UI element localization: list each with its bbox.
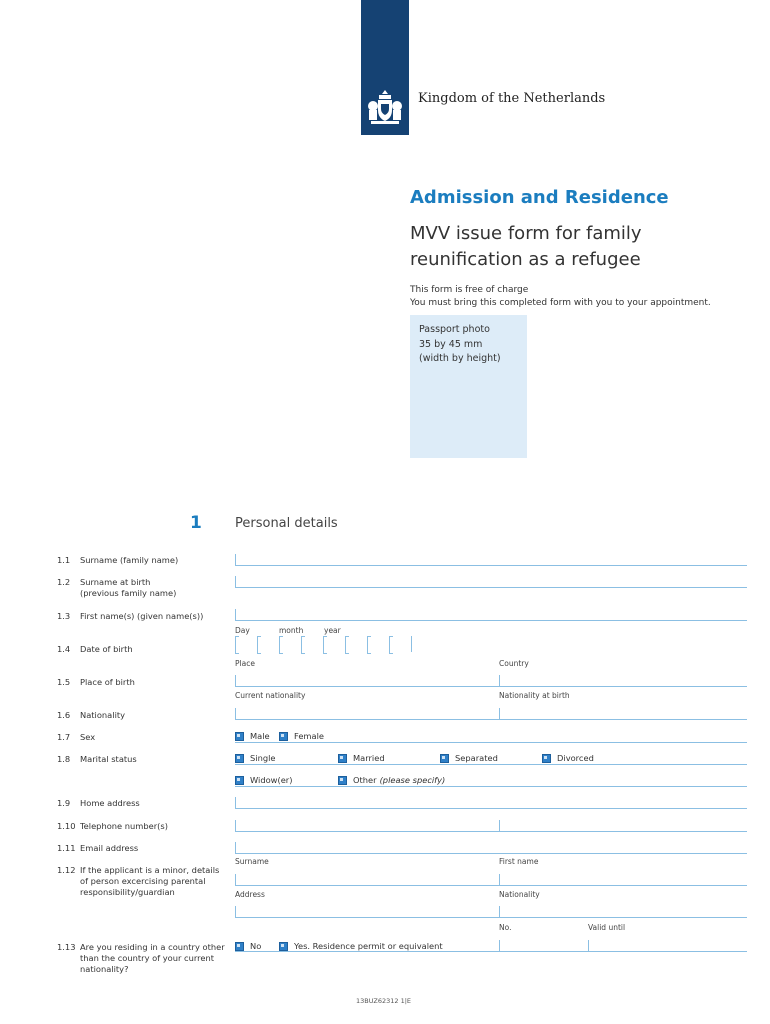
field-number: 1.6: [57, 710, 71, 720]
coat-of-arms-logo: [365, 88, 405, 126]
section-title: Personal details: [235, 516, 338, 531]
field-label-first-names: First name(s) (given name(s)): [80, 611, 204, 621]
date-end-tick: [411, 636, 412, 652]
sex-row-line: [235, 742, 747, 743]
nationality-caption: Nationality: [499, 890, 540, 899]
married-label: Married: [353, 753, 385, 763]
field-number: 1.2: [57, 577, 71, 587]
field-label-place-of-birth: Place of birth: [80, 677, 135, 687]
single-label: Single: [250, 753, 276, 763]
checkbox-icon[interactable]: [279, 732, 288, 741]
first-names-input[interactable]: [235, 620, 747, 621]
field-tick: [499, 874, 500, 885]
email-input[interactable]: [235, 853, 747, 854]
field-label-surname: Surname (family name): [80, 555, 179, 565]
form-title: Admission and Residence: [410, 187, 669, 208]
field-tick: [235, 554, 236, 565]
guardian-name-input[interactable]: [235, 885, 747, 886]
male-label: Male: [250, 731, 270, 741]
field-number: 1.8: [57, 754, 71, 764]
field-label-sex: Sex: [80, 732, 96, 742]
field-tick: [235, 708, 236, 719]
form-code: 13BUZ62312 1|E: [356, 997, 412, 1005]
field-tick: [499, 940, 500, 951]
marital-row-line: [235, 764, 747, 765]
photo-text-1: Passport photo: [419, 324, 490, 335]
field-tick: [588, 940, 589, 951]
field-number: 1.3: [57, 611, 71, 621]
marital-row-line-2[interactable]: [235, 786, 747, 787]
checkbox-icon[interactable]: [235, 776, 244, 785]
place-caption: Place: [235, 659, 255, 668]
field-number: 1.9: [57, 798, 71, 808]
field-number: 1.12: [57, 865, 76, 875]
day-caption: Day: [235, 626, 250, 635]
field-tick: [235, 675, 236, 686]
section-number: 1: [190, 513, 202, 533]
separated-label: Separated: [455, 753, 498, 763]
field-label-marital-status: Marital status: [80, 754, 137, 764]
no-caption: No.: [499, 923, 512, 932]
photo-text-3: (width by height): [419, 353, 501, 364]
year-caption: year: [324, 626, 341, 635]
field-tick: [235, 874, 236, 885]
field-tick: [235, 609, 236, 620]
other-label: Other: [353, 775, 377, 785]
residing-yes-option[interactable]: [279, 941, 443, 951]
note-line-2: You must bring this completed form with you to your appointment.: [410, 298, 711, 308]
marital-married-option[interactable]: [338, 753, 385, 763]
date-digit-box[interactable]: [367, 636, 371, 654]
current-nationality-caption: Current nationality: [235, 691, 306, 700]
marital-separated-option[interactable]: [440, 753, 498, 763]
date-digit-box[interactable]: [301, 636, 305, 654]
surname-caption: Surname: [235, 857, 269, 866]
field-tick: [499, 820, 500, 831]
yes-label: Yes. Residence permit or equivalent: [294, 941, 443, 951]
field-label-surname-at-birth: Surname at birth (previous family name): [80, 577, 177, 598]
date-digit-box[interactable]: [235, 636, 239, 654]
sex-male-option[interactable]: [235, 731, 270, 741]
checkbox-icon[interactable]: [235, 942, 244, 951]
photo-text-2: 35 by 45 mm: [419, 338, 483, 350]
other-note: (please specify): [379, 775, 446, 785]
marital-other-option[interactable]: [338, 775, 445, 785]
valid-until-caption: Valid until: [588, 923, 626, 932]
marital-divorced-option[interactable]: [542, 753, 594, 763]
checkbox-icon[interactable]: [542, 754, 551, 763]
field-tick: [499, 708, 500, 719]
field-number: 1.11: [57, 843, 76, 853]
field-number: 1.1: [57, 555, 71, 565]
telephone-input[interactable]: [235, 831, 747, 832]
divorced-label: Divorced: [557, 753, 594, 763]
field-number: 1.10: [57, 821, 76, 831]
month-caption: month: [279, 626, 304, 635]
no-label: No: [250, 941, 262, 951]
field-label-home-address: Home address: [80, 798, 140, 808]
checkbox-icon[interactable]: [338, 776, 347, 785]
field-tick: [235, 906, 236, 917]
field-tick: [235, 797, 236, 808]
nationality-at-birth-caption: Nationality at birth: [499, 691, 570, 700]
date-digit-box[interactable]: [389, 636, 393, 654]
sex-female-option[interactable]: [279, 731, 324, 741]
field-number: 1.4: [57, 644, 71, 654]
field-number: 1.5: [57, 677, 71, 687]
kingdom-name: Kingdom of the Netherlands: [418, 91, 606, 106]
first-name-caption: First name: [499, 857, 539, 866]
field-label-nationality: Nationality: [80, 710, 126, 720]
field-label-residing-other-country: Are you residing in a country other than the country of your current nationality?: [80, 942, 225, 974]
nationality-input[interactable]: [235, 719, 747, 720]
field-label-telephone: Telephone number(s): [80, 821, 168, 831]
note-line-1: This form is free of charge: [410, 285, 529, 295]
form-subtitle: MVV issue form for family reunification as a refugee: [410, 223, 642, 270]
date-digit-box[interactable]: [323, 636, 327, 654]
field-label-email: Email address: [80, 843, 139, 853]
field-tick: [235, 820, 236, 831]
form-note: [410, 284, 711, 310]
country-caption: Country: [499, 659, 529, 668]
address-caption: Address: [235, 890, 265, 899]
checkbox-icon[interactable]: [279, 942, 288, 951]
field-tick: [235, 842, 236, 853]
residing-no-option[interactable]: [235, 941, 261, 951]
date-digit-box[interactable]: [279, 636, 283, 654]
checkbox-icon[interactable]: [235, 754, 244, 763]
home-address-input[interactable]: [235, 808, 747, 809]
field-number: 1.7: [57, 732, 71, 742]
marital-single-option[interactable]: [235, 753, 276, 763]
field-label-date-of-birth: Date of birth: [80, 644, 133, 654]
field-tick: [499, 675, 500, 686]
passport-photo-box[interactable]: [410, 315, 527, 458]
guardian-address-input[interactable]: [235, 917, 747, 918]
widow-label: Widow(er): [250, 775, 293, 785]
surname-at-birth-input[interactable]: [235, 587, 747, 588]
field-tick: [235, 576, 236, 587]
checkbox-icon[interactable]: [338, 754, 347, 763]
field-label-guardian: If the applicant is a minor, details of person excercising parental responsibility/guardian: [80, 865, 220, 897]
surname-input[interactable]: [235, 565, 747, 566]
field-tick: [499, 906, 500, 917]
checkbox-icon[interactable]: [440, 754, 449, 763]
residence-permit-input[interactable]: [235, 951, 747, 952]
date-digit-box[interactable]: [257, 636, 261, 654]
date-digit-box[interactable]: [345, 636, 349, 654]
female-label: Female: [294, 731, 324, 741]
place-of-birth-input[interactable]: [235, 686, 747, 687]
marital-widow-option[interactable]: [235, 775, 292, 785]
checkbox-icon[interactable]: [235, 732, 244, 741]
field-number: 1.13: [57, 942, 76, 952]
